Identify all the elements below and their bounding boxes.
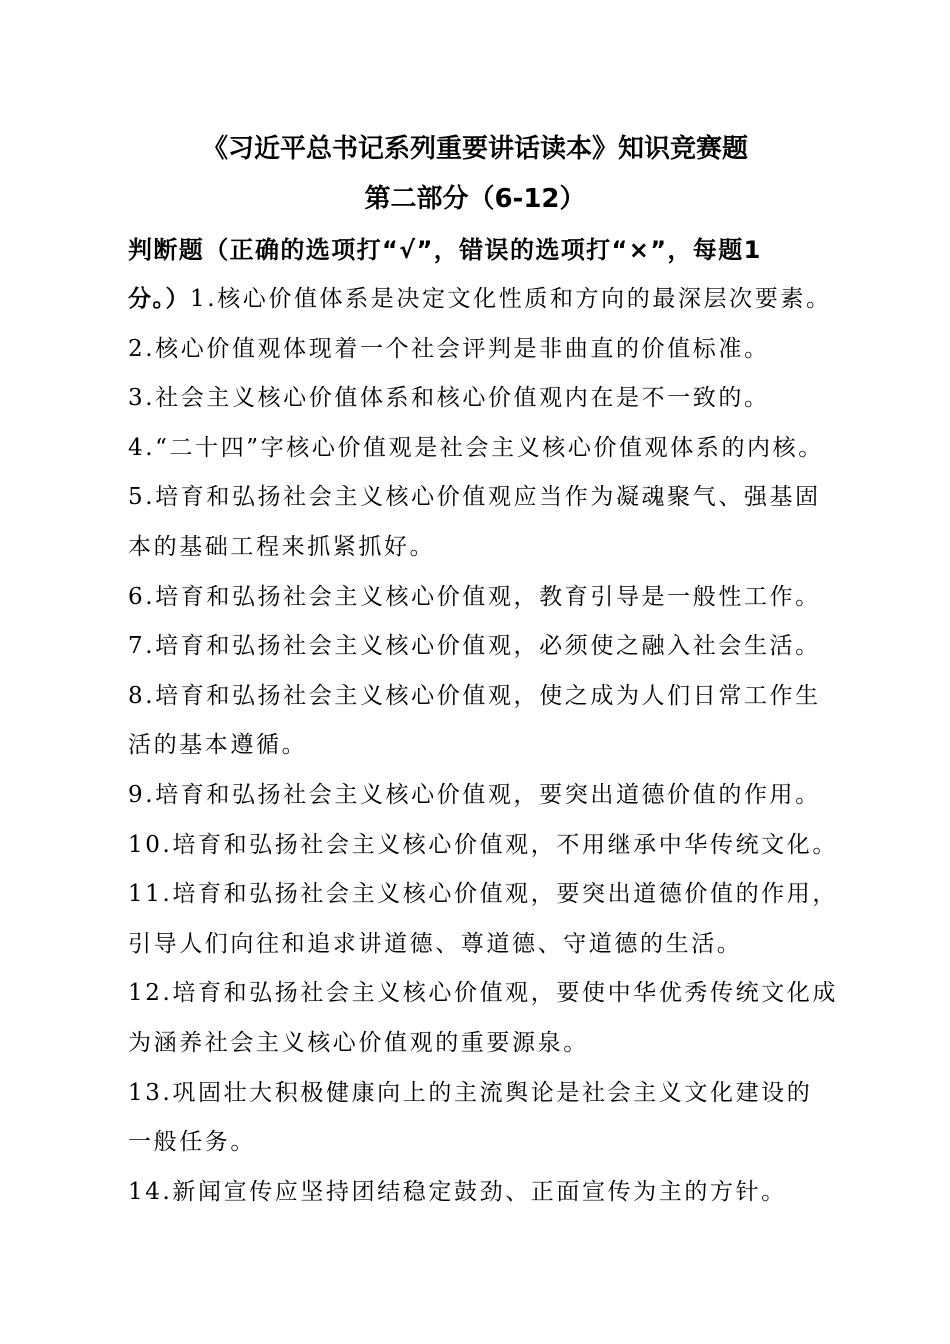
question-line: 一般任务。 (128, 1129, 256, 1155)
question-line: 活的基本遵循。 (128, 732, 308, 758)
question-line: 6.培育和弘扬社会主义核心价值观，教育引导是一般性工作。 (128, 584, 821, 610)
question-line: 为涵养社会主义核心价值观的重要源泉。 (128, 1030, 589, 1056)
question-line: 2.核心价值观体现着一个社会评判是非曲直的价值标准。 (128, 336, 770, 362)
question-1: 1.核心价值体系是决定文化性质和方向的最深层次要素。 (190, 286, 832, 312)
question-line: 4.“二十四”字核心价值观是社会主义核心价值观体系的内核。 (128, 435, 824, 461)
question-line: 14.新闻宣传应坚持团结稳定鼓劲、正面宣传为主的方针。 (128, 1179, 787, 1205)
instruction-end: 分。） (128, 286, 190, 312)
question-line: 5.培育和弘扬社会主义核心价值观应当作为凝魂聚气、强基固 (128, 484, 821, 510)
question-line: 11.培育和弘扬社会主义核心价值观，要突出道德价值的作用， (128, 881, 838, 907)
instruction-question-line (128, 284, 832, 314)
question-line: 12.培育和弘扬社会主义核心价值观，要使中华优秀传统文化成 (128, 980, 838, 1006)
document-title: 《习近平总书记系列重要讲话读本》知识竞赛题 (201, 134, 748, 164)
question-line: 10.培育和弘扬社会主义核心价值观，不用继承中华传统文化。 (128, 832, 838, 858)
instruction-line: 判断题（正确的选项打“√”，错误的选项打“×”，每题1 (128, 236, 762, 264)
question-line: 3.社会主义核心价值体系和核心价值观内在是不一致的。 (128, 385, 770, 411)
document-subtitle: 第二部分（6-12） (364, 184, 586, 214)
question-line: 13.巩固壮大积极健康向上的主流舆论是社会主义文化建设的 (128, 1080, 813, 1106)
question-line: 7.培育和弘扬社会主义核心价值观，必须使之融入社会生活。 (128, 633, 821, 659)
question-line: 本的基础工程来抓紧抓好。 (128, 534, 436, 560)
question-line: 8.培育和弘扬社会主义核心价值观，使之成为人们日常工作生 (128, 683, 821, 709)
question-line: 引导人们向往和追求讲道德、尊道德、守道德的生活。 (128, 931, 743, 957)
question-line: 9.培育和弘扬社会主义核心价值观，要突出道德价值的作用。 (128, 782, 821, 808)
